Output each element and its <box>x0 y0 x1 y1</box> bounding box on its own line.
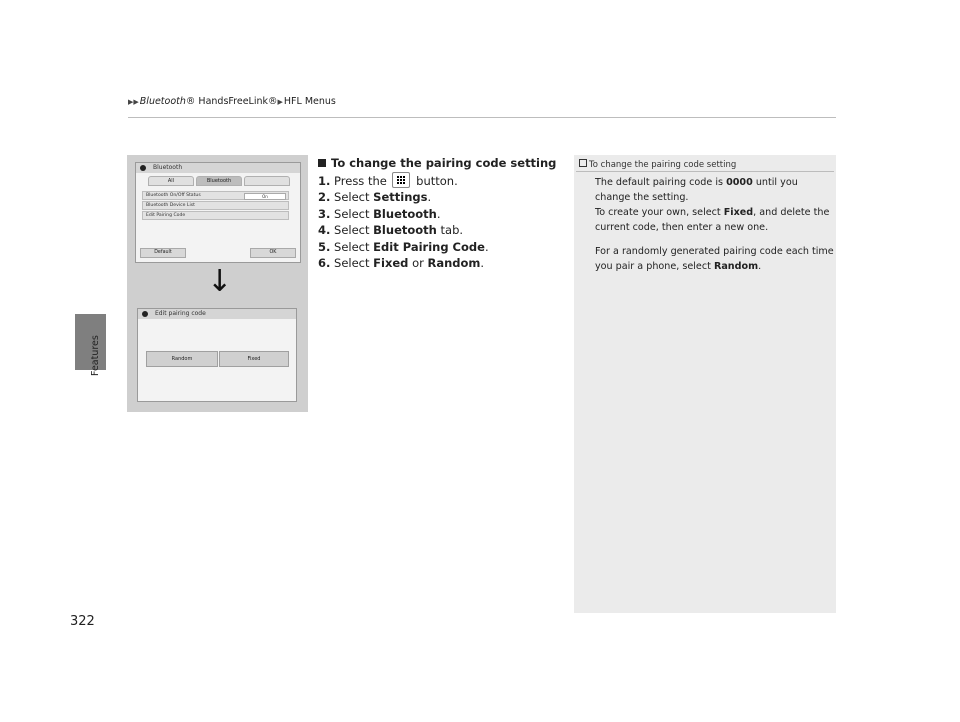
step-5: 5. Select Edit Pairing Code. <box>318 239 489 254</box>
step-1: 1. Press the button. <box>318 173 458 188</box>
screen-title: Edit pairing code <box>155 310 206 317</box>
ok-button[interactable]: OK <box>250 248 296 258</box>
breadcrumb-hfl-menus: HFL Menus <box>283 96 336 107</box>
row-label: Bluetooth On/Off Status <box>146 193 201 198</box>
note-paragraph-1: The default pairing code is 0000 until you change the setting. <box>595 177 798 203</box>
row-bluetooth-status[interactable] <box>142 191 289 200</box>
fixed-button[interactable]: Fixed <box>219 351 289 367</box>
note-body <box>595 175 835 274</box>
note-paragraph-2: To create your own, select Fixed, and delete the current code, then enter a new one. <box>595 207 830 233</box>
step-2: 2. Select Settings. <box>318 190 432 204</box>
breadcrumb <box>128 96 336 107</box>
back-icon <box>140 165 146 171</box>
step-4: 4. Select Bluetooth tab. <box>318 223 464 237</box>
instructions <box>318 155 558 272</box>
section-label: Features <box>90 335 101 376</box>
row-label: Bluetooth Device List <box>146 203 195 208</box>
apps-grid-icon <box>392 172 410 188</box>
screen-tabs <box>148 176 290 185</box>
tab-bluetooth[interactable]: Bluetooth <box>196 176 242 186</box>
breadcrumb-bluetooth: Bluetooth <box>139 96 186 107</box>
header-divider <box>128 117 836 118</box>
note-marker-icon <box>579 159 587 167</box>
screenshot-panel <box>127 155 308 412</box>
screen-title-bar <box>138 309 296 319</box>
row-label: Edit Pairing Code <box>146 213 186 218</box>
row-bluetooth-device-list[interactable] <box>142 201 289 210</box>
breadcrumb-handsfreelink: ® HandsFreeLink® <box>185 96 278 107</box>
notes-panel <box>574 155 836 613</box>
edit-pairing-code-screen <box>137 308 297 402</box>
note-paragraph-3: For a randomly generated pairing code each time you pair a phone, select Random. <box>595 246 834 272</box>
back-icon <box>142 311 148 317</box>
bluetooth-settings-screen <box>135 162 301 263</box>
tab-extra[interactable] <box>244 176 290 186</box>
down-arrow-icon: ↓ <box>207 264 233 299</box>
section-heading: To change the pairing code setting <box>318 155 558 172</box>
default-button[interactable]: Default <box>140 248 186 258</box>
status-value: On <box>244 193 286 200</box>
breadcrumb-arrow-icon: ▶ <box>277 98 283 106</box>
step-6: 6. Select Fixed or Random. <box>318 256 485 270</box>
screen-title-bar <box>136 163 300 173</box>
tab-all[interactable]: All <box>148 176 194 186</box>
square-bullet-icon <box>318 159 326 167</box>
row-edit-pairing-code[interactable] <box>142 211 289 220</box>
breadcrumb-arrow-icon: ▶▶ <box>128 98 139 106</box>
page-number: 322 <box>70 614 95 629</box>
note-heading: To change the pairing code setting <box>579 159 736 170</box>
random-button[interactable]: Random <box>146 351 218 367</box>
screen-title: Bluetooth <box>153 164 183 171</box>
note-divider <box>576 171 834 172</box>
step-3: 3. Select Bluetooth. <box>318 206 441 221</box>
